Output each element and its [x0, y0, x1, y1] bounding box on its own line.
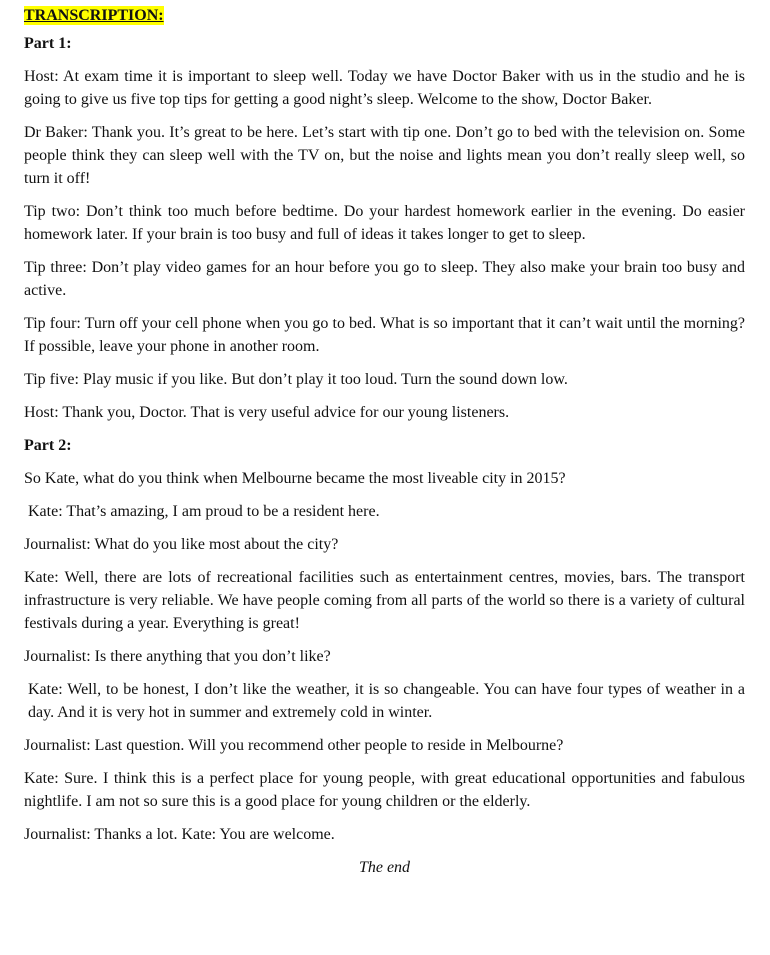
part-1-paragraph-host-thanks: Host: Thank you, Doctor. That is very useful advice for our young listeners. — [24, 404, 510, 421]
part-2-heading: Part 2: — [24, 437, 72, 454]
part-1-paragraph-tip-five: Tip five: Play music if you like. But don’t play it too loud. Turn the sound down low. — [24, 371, 568, 388]
part-1-paragraph-host-intro: Host: At exam time it is important to sleep well. Today we have Doctor Baker with us in the studio and he is going to give us five top tips for getting a good night’s sleep. Welcome to the show, Doctor Baker. — [24, 68, 745, 108]
part-1-heading: Part 1: — [24, 35, 72, 52]
part-2-paragraph-closing: Journalist: Thanks a lot. Kate: You are welcome. — [24, 826, 335, 843]
document-title: TRANSCRIPTION: — [24, 7, 164, 24]
part-1-paragraph-tip-four: Tip four: Turn off your cell phone when you go to bed. What is so important that it can’t wait until the morning? If possible, leave your phone in another room. — [24, 315, 745, 355]
part-1-paragraph-tip-two: Tip two: Don’t think too much before bedtime. Do your hardest homework earlier in the evening. Do easier homework later. If your brain is too busy and full of ideas it takes longer to get to sleep. — [24, 203, 745, 243]
part-2-paragraph-kate-likes: Kate: Well, there are lots of recreational facilities such as entertainment centres, movies, bars. The transport infrastructure is very reliable. We have people coming from all parts of the world so there is a variety of cultural festivals during a year. Everything is great! — [24, 569, 745, 632]
part-1-paragraph-tip-one: Dr Baker: Thank you. It’s great to be here. Let’s start with tip one. Don’t go to bed with the television on. Some people think they can sleep well with the TV on, but the noise and lights mean you don’t really sleep well, so turn it off! — [24, 124, 745, 187]
part-2-paragraph-kate-weather: Kate: Well, to be honest, I don’t like the weather, it is so changeable. You can have four types of weather in a day. And it is very hot in summer and extremely cold in winter. — [28, 681, 745, 721]
part-2-paragraph-kate-recommend: Kate: Sure. I think this is a perfect place for young people, with great educational opportunities and fabulous nightlife. I am not so sure this is a good place for young children or the elderly. — [24, 770, 745, 810]
part-2-paragraph-kate-proud: Kate: That’s amazing, I am proud to be a resident here. — [28, 503, 380, 520]
part-2-paragraph-question-dislikes: Journalist: Is there anything that you don’t like? — [24, 648, 331, 665]
part-1-paragraph-tip-three: Tip three: Don’t play video games for an hour before you go to sleep. They also make your brain too busy and active. — [24, 259, 745, 299]
part-2-paragraph-question-recommend: Journalist: Last question. Will you recommend other people to reside in Melbourne? — [24, 737, 564, 754]
the-end-label: The end — [358, 859, 411, 876]
part-2-paragraph-question-likes: Journalist: What do you like most about the city? — [24, 536, 339, 553]
part-2-paragraph-question-liveable: So Kate, what do you think when Melbourne became the most liveable city in 2015? — [24, 470, 566, 487]
